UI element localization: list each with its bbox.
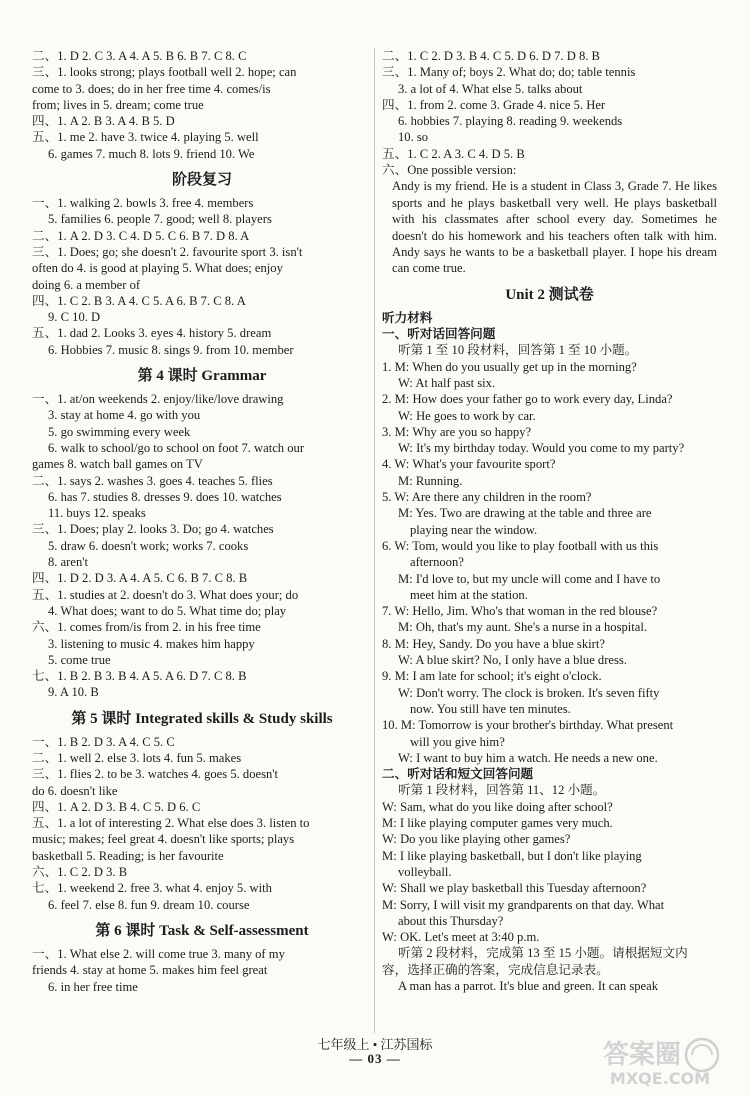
column-divider [374, 48, 375, 1033]
page-number: — 03 — [349, 1051, 401, 1066]
section-heading: Unit 2 测试卷 [505, 286, 594, 303]
answer-line: 6. feel 7. else 8. fun 9. dream 10. course [48, 897, 250, 912]
answer-line: 10. so [398, 130, 429, 145]
answer-line: about this Thursday? [398, 913, 504, 928]
answer-line: now. You still have ten minutes. [410, 701, 571, 716]
section-heading: 阶段复习 [171, 172, 232, 189]
answer-line: A man has a parrot. It's blue and green. It can speak [398, 978, 658, 993]
answer-line: doing 6. a member of [32, 277, 141, 292]
answer-line: 三、1. Many of; boys 2. What do; do; table tennis [382, 65, 636, 80]
answer-line: 四、1. from 2. come 3. Grade 4. nice 5. Her [382, 97, 606, 112]
answer-line: 5. go swimming every week [48, 424, 191, 439]
answer-line: 听第 1 段材料，回答第 11、12 小题。 [398, 783, 606, 798]
answer-line: M: I like playing basketball, but I don't like playing [382, 848, 642, 863]
answer-line: 6. walk to school/go to school on foot 7. watch our [48, 440, 305, 455]
left-column [32, 48, 372, 995]
answer-line: 七、1. B 2. B 3. B 4. A 5. A 6. D 7. C 8. B [32, 669, 247, 684]
answer-line: 六、1. C 2. D 3. B [32, 865, 128, 880]
answer-line: 四、1. C 2. B 3. A 4. C 5. A 6. B 7. C 8. A [32, 293, 246, 308]
footer-label: 七年级上 • 江苏国标 [317, 1037, 433, 1052]
answer-line: 8. aren't [48, 555, 89, 570]
watermark-mark [686, 1039, 718, 1071]
answer-line: 六、One possible version: [382, 163, 517, 178]
watermark-url: MXQE.COM [609, 1069, 711, 1088]
answer-line: do 6. doesn't like [32, 783, 118, 798]
answer-line: 6. Hobbies 7. music 8. sings 9. from 10. member [48, 342, 294, 357]
answer-line: 五、1. dad 2. Looks 3. eyes 4. history 5. dream [32, 326, 272, 341]
answer-line: 一、1. at/on weekends 2. enjoy/like/love drawing [32, 392, 284, 407]
answer-line: playing near the window. [410, 522, 538, 537]
answer-line: 二、1. C 2. D 3. B 4. C 5. D 6. D 7. D 8. B [382, 49, 600, 63]
answer-line: M: Oh, that's my aunt. She's a nurse in a hospital. [398, 620, 648, 635]
answer-line: volleyball. [398, 864, 452, 879]
answer-line: 6. games 7. much 8. lots 9. friend 10. We [48, 146, 255, 161]
answer-line: 5. W: Are there any children in the room? [382, 490, 592, 505]
answer-line: 6. W: Tom, would you like to play football with us this [382, 538, 659, 553]
answer-line: M: Yes. Two are drawing at the table and three are [398, 506, 652, 521]
answer-line: W: He goes to work by car. [398, 408, 536, 423]
answer-line: W: Shall we play basketball this Tuesday afternoon? [382, 881, 647, 896]
answer-line: come to 3. does; do in her free time 4. comes/is [32, 81, 271, 96]
sample-essay-paragraph: Andy is my friend. He is a student in Class 3, Grade 7. He likes sports and he plays basketball very well. He plays basketball with his classmates after school every day. Sometimes he doesn't do his homework and his teachers often talk with him. Andy says he wants to be a basketball player. I hope his dream can come true. [392, 179, 717, 276]
answer-line: 一、1. What else 2. will come true 3. many of my [32, 946, 285, 961]
answer-line: 五、1. C 2. A 3. C 4. D 5. B [382, 146, 525, 161]
answer-line: often do 4. is good at playing 5. What does; enjoy [32, 261, 283, 276]
answer-line: 五、1. me 2. have 3. twice 4. playing 5. well [32, 130, 259, 145]
answer-line: 容，选择正确的答案，完成信息记录表。 [382, 962, 609, 977]
answer-line: 5. families 6. people 7. good; well 8. players [48, 212, 272, 227]
answer-line: 3. listening to music 4. makes him happy [48, 636, 255, 651]
subsection-heading: 一、听对话回答问题 [382, 327, 496, 342]
answer-line: M: I like playing computer games very much. [382, 816, 613, 831]
section-heading: 第 6 课时 Task & Self-assessment [95, 922, 309, 939]
answer-line: 3. stay at home 4. go with you [48, 408, 201, 423]
answer-line: 四、1. A 2. B 3. A 4. B 5. D [32, 114, 175, 129]
answer-line: friends 4. stay at home 5. makes him feel great [32, 963, 268, 978]
answer-line: 三、1. looks strong; plays football well 2. hope; can [32, 65, 297, 80]
answer-line: meet him at the station. [410, 587, 528, 602]
answer-line: W: A blue skirt? No, I only have a blue dress. [398, 653, 627, 668]
answer-line: 6. hobbies 7. playing 8. reading 9. weekends [398, 114, 623, 129]
answer-line: 4. W: What's your favourite sport? [382, 457, 556, 472]
answer-line: 四、1. A 2. D 3. B 4. C 5. D 6. C [32, 799, 201, 814]
answer-line: 二、1. A 2. D 3. C 4. D 5. C 6. B 7. D 8. A [32, 228, 250, 243]
answer-line: 二、1. says 2. washes 3. goes 4. teaches 5. flies [32, 473, 273, 488]
answer-line: 三、1. flies 2. to be 3. watches 4. goes 5. doesn't [32, 767, 279, 782]
answer-line: 六、1. comes from/is from 2. in his free time [32, 620, 261, 635]
watermark-logo [580, 1029, 740, 1089]
answer-line: 5. draw 6. doesn't work; works 7. cooks [48, 538, 249, 553]
answer-line: 三、1. Does; play 2. looks 3. Do; go 4. watches [32, 522, 274, 537]
section-heading: 第 5 课时 Integrated skills & Study skills [71, 710, 333, 727]
answer-line: M: I'd love to, but my uncle will come and I have to [398, 571, 661, 586]
answer-line: 3. M: Why are you so happy? [382, 424, 532, 439]
answer-line: 3. a lot of 4. What else 5. talks about [398, 81, 583, 96]
answer-line: 三、1. Does; go; she doesn't 2. favourite sport 3. isn't [32, 244, 303, 259]
answer-line: 6. has 7. studies 8. dresses 9. does 10. watches [48, 489, 282, 504]
answer-line: W: I want to buy him a watch. He needs a new one. [398, 750, 658, 765]
answer-line: games 8. watch ball games on TV [32, 457, 203, 472]
answer-line: 5. come true [48, 652, 111, 667]
answer-line: W: Sam, what do you like doing after school? [382, 799, 613, 814]
answer-line: 2. M: How does your father go to work every day, Linda? [382, 392, 673, 407]
right-column [382, 48, 717, 994]
answer-line: basketball 5. Reading; is her favourite [32, 848, 224, 863]
answer-line: M: Sorry, I will visit my grandparents on that day. What [382, 897, 665, 912]
answer-line: W: At half past six. [398, 376, 496, 390]
answer-line: music; makes; feel great 4. doesn't like sports; plays [32, 832, 295, 847]
answer-line: 10. M: Tomorrow is your brother's birthday. What present [382, 718, 674, 733]
answer-line: M: Running. [398, 473, 463, 488]
answer-line: 七、1. weekend 2. free 3. what 4. enjoy 5. with [32, 881, 272, 896]
answer-line: 1. M: When do you usually get up in the morning? [382, 359, 637, 374]
answer-line: 6. in her free time [48, 979, 138, 994]
answer-line: 8. M: Hey, Sandy. Do you have a blue skirt? [382, 636, 605, 651]
answer-line: from; lives in 5. dream; come true [32, 97, 204, 112]
section-heading: 第 4 课时 Grammar [137, 368, 267, 385]
answer-line: 四、1. D 2. D 3. A 4. A 5. C 6. B 7. C 8. B [32, 571, 248, 586]
answer-line: 五、1. studies at 2. doesn't do 3. What does your; do [32, 587, 299, 602]
answer-line: 4. What does; want to do 5. What time do; play [48, 603, 287, 618]
answer-line: afternoon? [410, 555, 464, 570]
answer-line: W: It's my birthday today. Would you come to my party? [398, 441, 685, 456]
answer-line: 9. A 10. B [48, 685, 99, 700]
answer-line: 五、1. a lot of interesting 2. What else does 3. listen to [32, 816, 310, 831]
answer-line: W: Do you like playing other games? [382, 832, 571, 847]
subsection-heading: 二、听对话和短文回答问题 [382, 767, 534, 782]
answer-line: 听第 1 至 10 段材料，回答第 1 至 10 小题。 [398, 343, 638, 358]
answer-line: 二、1. D 2. C 3. A 4. A 5. B 6. B 7. C 8. C [32, 49, 247, 63]
answer-line: 听第 2 段材料，完成第 13 至 15 小题。请根据短文内 [398, 946, 688, 961]
answer-line: 11. buys 12. speaks [48, 506, 146, 521]
answer-line: will you give him? [410, 734, 505, 749]
answer-line: W: OK. Let's meet at 3:40 p.m. [382, 930, 540, 945]
answer-line: 二、1. well 2. else 3. lots 4. fun 5. makes [32, 750, 242, 765]
subsection-heading: 听力材料 [382, 310, 433, 325]
answer-line: 一、1. walking 2. bowls 3. free 4. members [32, 196, 254, 211]
watermark-title: 答案圈 [602, 1040, 682, 1070]
answer-line: 一、1. B 2. D 3. A 4. C 5. C [32, 734, 175, 749]
answer-line: W: Don't worry. The clock is broken. It's seven fifty [398, 685, 660, 700]
answer-line: 7. W: Hello, Jim. Who's that woman in the red blouse? [382, 604, 658, 619]
answer-line: 9. M: I am late for school; it's eight o'clock. [382, 669, 602, 684]
answer-line: 9. C 10. D [48, 310, 101, 325]
